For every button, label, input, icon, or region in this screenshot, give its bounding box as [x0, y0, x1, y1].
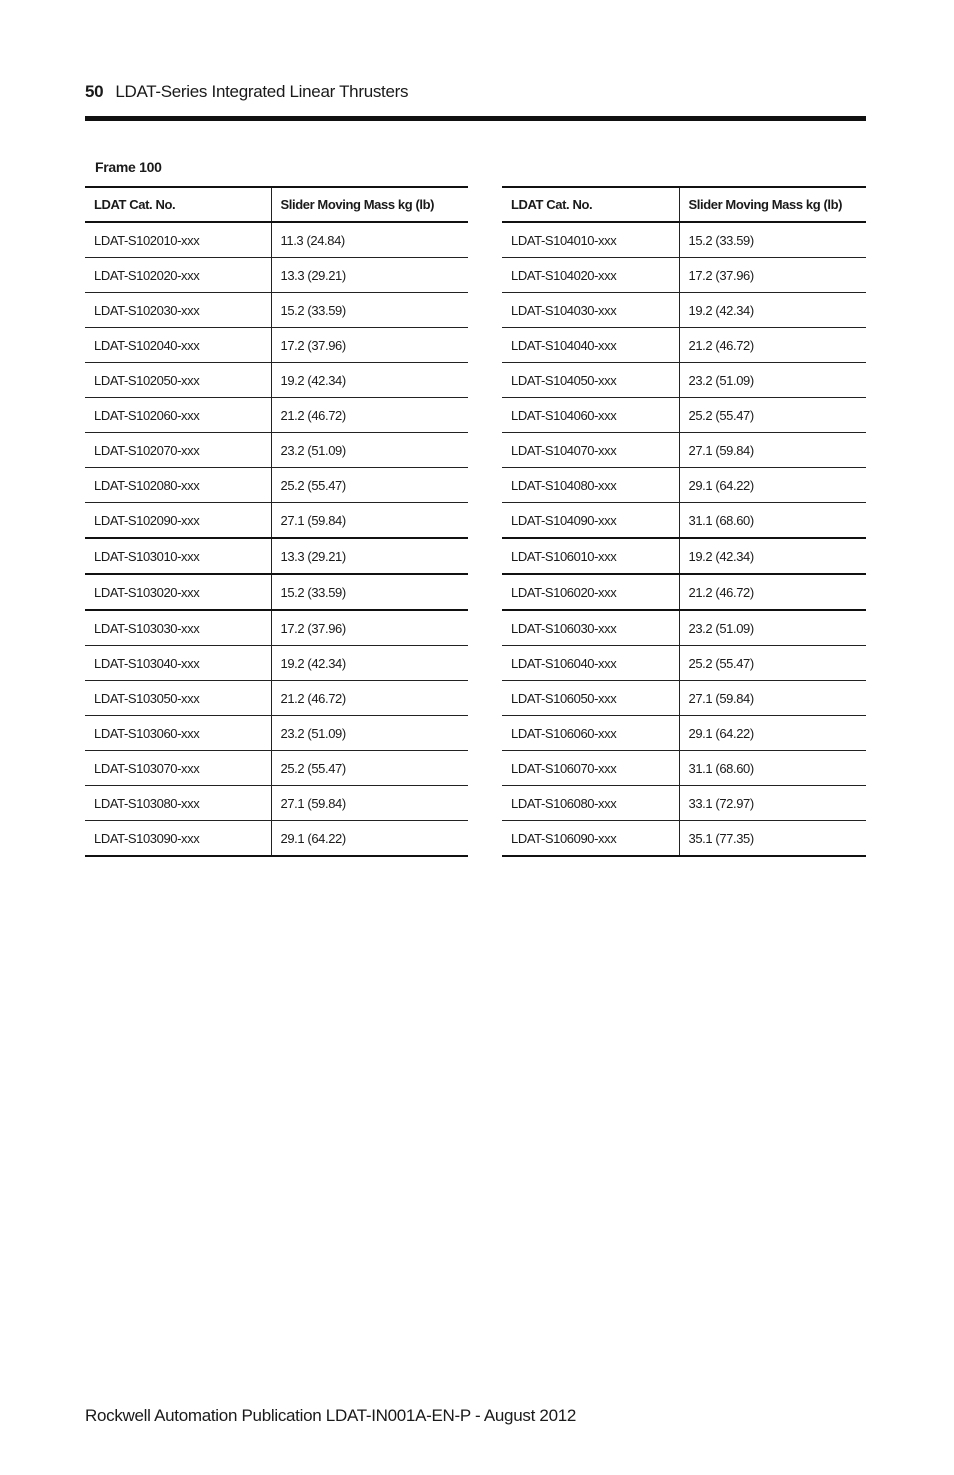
table-row — [85, 398, 468, 433]
table-row — [85, 821, 468, 857]
mass-cell: 15.2 (33.59) — [271, 293, 468, 328]
column-header-cat-no: LDAT Cat. No. — [502, 187, 679, 222]
table-row — [85, 222, 468, 258]
mass-cell: 19.2 (42.34) — [679, 293, 866, 328]
table-row — [85, 258, 468, 293]
table-row — [85, 681, 468, 716]
mass-cell: 15.2 (33.59) — [679, 222, 866, 258]
mass-cell: 27.1 (59.84) — [679, 433, 866, 468]
cat-no-cell: LDAT-S106060-xxx — [502, 716, 679, 751]
table-row — [502, 433, 866, 468]
cat-no-cell: LDAT-S104090-xxx — [502, 503, 679, 539]
cat-no-cell: LDAT-S103060-xxx — [85, 716, 271, 751]
table-row — [85, 646, 468, 681]
column-header-mass: Slider Moving Mass kg (lb) — [271, 187, 468, 222]
mass-cell: 25.2 (55.47) — [271, 751, 468, 786]
mass-cell: 17.2 (37.96) — [679, 258, 866, 293]
cat-no-cell: LDAT-S103090-xxx — [85, 821, 271, 857]
column-header-cat-no: LDAT Cat. No. — [85, 187, 271, 222]
mass-table-left — [85, 186, 468, 857]
mass-cell: 23.2 (51.09) — [679, 363, 866, 398]
cat-no-cell: LDAT-S102070-xxx — [85, 433, 271, 468]
table-row — [85, 574, 468, 610]
mass-cell: 25.2 (55.47) — [679, 646, 866, 681]
table-row — [85, 610, 468, 646]
mass-cell: 27.1 (59.84) — [271, 786, 468, 821]
mass-cell: 27.1 (59.84) — [271, 503, 468, 539]
table-row — [85, 786, 468, 821]
page-header — [85, 82, 408, 102]
page-number: 50 — [85, 82, 104, 101]
cat-no-cell: LDAT-S104020-xxx — [502, 258, 679, 293]
mass-cell: 29.1 (64.22) — [679, 468, 866, 503]
table-row — [502, 293, 866, 328]
table-row — [502, 328, 866, 363]
cat-no-cell: LDAT-S104070-xxx — [502, 433, 679, 468]
column-header-mass: Slider Moving Mass kg (lb) — [679, 187, 866, 222]
cat-no-cell: LDAT-S102040-xxx — [85, 328, 271, 363]
table-row — [502, 681, 866, 716]
cat-no-cell: LDAT-S106090-xxx — [502, 821, 679, 857]
table-row — [502, 646, 866, 681]
table-row — [502, 751, 866, 786]
cat-no-cell: LDAT-S106050-xxx — [502, 681, 679, 716]
page-footer: Rockwell Automation Publication LDAT-IN001A-EN-P - August 2012 — [85, 1406, 577, 1425]
mass-cell: 25.2 (55.47) — [679, 398, 866, 433]
table-row — [502, 574, 866, 610]
cat-no-cell: LDAT-S102010-xxx — [85, 222, 271, 258]
cat-no-cell: LDAT-S103080-xxx — [85, 786, 271, 821]
mass-cell: 27.1 (59.84) — [679, 681, 866, 716]
cat-no-cell: LDAT-S104010-xxx — [502, 222, 679, 258]
mass-cell: 11.3 (24.84) — [271, 222, 468, 258]
mass-cell: 15.2 (33.59) — [271, 574, 468, 610]
cat-no-cell: LDAT-S103020-xxx — [85, 574, 271, 610]
table-row — [502, 503, 866, 539]
table-row — [502, 786, 866, 821]
mass-cell: 23.2 (51.09) — [679, 610, 866, 646]
cat-no-cell: LDAT-S106030-xxx — [502, 610, 679, 646]
mass-cell: 23.2 (51.09) — [271, 716, 468, 751]
mass-cell: 21.2 (46.72) — [271, 681, 468, 716]
table-row — [85, 751, 468, 786]
mass-cell: 29.1 (64.22) — [271, 821, 468, 857]
table-row — [85, 468, 468, 503]
mass-cell: 25.2 (55.47) — [271, 468, 468, 503]
cat-no-cell: LDAT-S103030-xxx — [85, 610, 271, 646]
table-row — [502, 468, 866, 503]
mass-cell: 21.2 (46.72) — [679, 328, 866, 363]
mass-cell: 17.2 (37.96) — [271, 328, 468, 363]
mass-cell: 13.3 (29.21) — [271, 258, 468, 293]
frame-label: Frame 100 — [95, 159, 162, 175]
cat-no-cell: LDAT-S102080-xxx — [85, 468, 271, 503]
cat-no-cell: LDAT-S104030-xxx — [502, 293, 679, 328]
cat-no-cell: LDAT-S102050-xxx — [85, 363, 271, 398]
table-row — [502, 222, 866, 258]
mass-cell: 33.1 (72.97) — [679, 786, 866, 821]
mass-cell: 29.1 (64.22) — [679, 716, 866, 751]
mass-cell: 23.2 (51.09) — [271, 433, 468, 468]
header-title: LDAT-Series Integrated Linear Thrusters — [115, 82, 409, 101]
header-rule — [85, 116, 866, 121]
table-row — [85, 328, 468, 363]
table-row — [85, 503, 468, 539]
table-row — [502, 258, 866, 293]
table-row — [85, 293, 468, 328]
mass-cell: 21.2 (46.72) — [271, 398, 468, 433]
mass-cell: 13.3 (29.21) — [271, 538, 468, 574]
cat-no-cell: LDAT-S104040-xxx — [502, 328, 679, 363]
cat-no-cell: LDAT-S102060-xxx — [85, 398, 271, 433]
cat-no-cell: LDAT-S106020-xxx — [502, 574, 679, 610]
cat-no-cell: LDAT-S103010-xxx — [85, 538, 271, 574]
mass-cell: 31.1 (68.60) — [679, 751, 866, 786]
mass-cell: 19.2 (42.34) — [271, 646, 468, 681]
mass-cell: 19.2 (42.34) — [271, 363, 468, 398]
mass-table-right — [502, 186, 866, 857]
table-row — [502, 716, 866, 751]
cat-no-cell: LDAT-S106010-xxx — [502, 538, 679, 574]
table-row — [502, 821, 866, 857]
cat-no-cell: LDAT-S102030-xxx — [85, 293, 271, 328]
cat-no-cell: LDAT-S104050-xxx — [502, 363, 679, 398]
mass-cell: 35.1 (77.35) — [679, 821, 866, 857]
cat-no-cell: LDAT-S104080-xxx — [502, 468, 679, 503]
cat-no-cell: LDAT-S103040-xxx — [85, 646, 271, 681]
table-row — [85, 433, 468, 468]
cat-no-cell: LDAT-S102020-xxx — [85, 258, 271, 293]
table-row — [85, 538, 468, 574]
table-header-row — [502, 187, 866, 222]
table-row — [502, 398, 866, 433]
table-row — [502, 538, 866, 574]
table-row — [85, 363, 468, 398]
cat-no-cell: LDAT-S103050-xxx — [85, 681, 271, 716]
cat-no-cell: LDAT-S106070-xxx — [502, 751, 679, 786]
mass-cell: 21.2 (46.72) — [679, 574, 866, 610]
mass-cell: 31.1 (68.60) — [679, 503, 866, 539]
cat-no-cell: LDAT-S106040-xxx — [502, 646, 679, 681]
table-row — [502, 610, 866, 646]
mass-cell: 19.2 (42.34) — [679, 538, 866, 574]
cat-no-cell: LDAT-S104060-xxx — [502, 398, 679, 433]
table-header-row — [85, 187, 468, 222]
table-row — [502, 363, 866, 398]
mass-cell: 17.2 (37.96) — [271, 610, 468, 646]
table-row — [85, 716, 468, 751]
cat-no-cell: LDAT-S106080-xxx — [502, 786, 679, 821]
cat-no-cell: LDAT-S103070-xxx — [85, 751, 271, 786]
cat-no-cell: LDAT-S102090-xxx — [85, 503, 271, 539]
